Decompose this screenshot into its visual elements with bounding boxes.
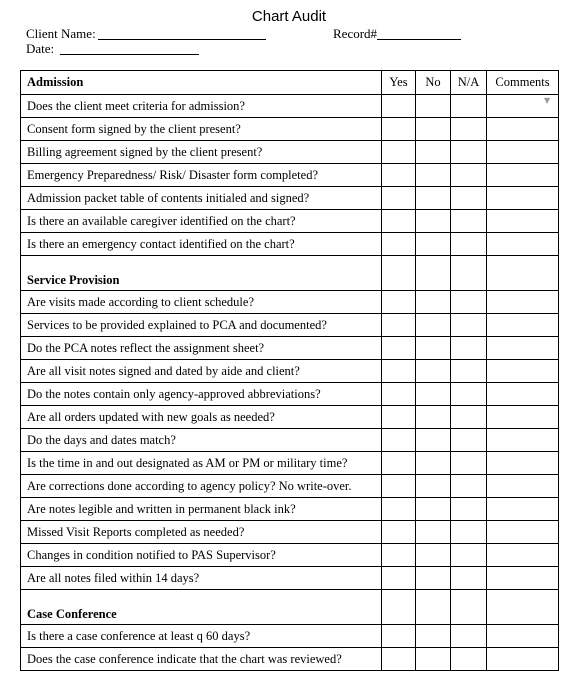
yes-cell[interactable] [382,452,416,475]
yes-cell[interactable] [382,475,416,498]
question-text: Are all visit notes signed and dated by aide and client? [21,360,382,383]
question-text: Is the time in and out designated as AM or PM or military time? [21,452,382,475]
question-row [21,141,559,164]
comments-cell[interactable] [487,337,559,360]
question-text: Is there an emergency contact identified on the chart? [21,233,382,256]
na-cell[interactable] [451,521,487,544]
no-cell[interactable] [416,429,451,452]
no-cell[interactable] [416,544,451,567]
question-row [21,337,559,360]
question-row [21,187,559,210]
section-spacer-row [21,590,559,605]
yes-cell[interactable] [382,233,416,256]
na-cell[interactable] [451,337,487,360]
yes-cell[interactable] [382,567,416,590]
answer-cell[interactable] [416,270,451,291]
no-cell[interactable] [416,291,451,314]
comments-cell[interactable] [487,291,559,314]
no-cell[interactable] [416,625,451,648]
yes-cell[interactable] [382,406,416,429]
question-text: Changes in condition notified to PAS Supervisor? [21,544,382,567]
column-header-comments: Comments [487,71,559,95]
no-cell[interactable] [416,210,451,233]
question-row [21,360,559,383]
question-row [21,475,559,498]
no-cell[interactable] [416,383,451,406]
column-header-no: No [416,71,451,95]
no-cell[interactable] [416,452,451,475]
no-cell[interactable] [416,567,451,590]
no-cell[interactable] [416,360,451,383]
comments-cell[interactable] [487,475,559,498]
comments-cell[interactable] [487,521,559,544]
answer-cell[interactable] [382,256,416,271]
question-text: Do the days and dates match? [21,429,382,452]
yes-cell[interactable] [382,210,416,233]
question-row [21,210,559,233]
comments-cell[interactable] [487,429,559,452]
yes-cell[interactable] [382,429,416,452]
question-text: Admission packet table of contents initialed and signed? [21,187,382,210]
question-row [21,406,559,429]
na-cell[interactable] [451,291,487,314]
na-cell[interactable] [451,383,487,406]
question-row [21,625,559,648]
yes-cell[interactable] [382,544,416,567]
comments-cell[interactable] [487,187,559,210]
comments-cell[interactable] [487,118,559,141]
question-text: Are all orders updated with new goals as needed? [21,406,382,429]
section-spacer-row [21,256,559,271]
section-heading: Case Conference [21,604,382,625]
section-heading-row [21,270,559,291]
question-text: Do the PCA notes reflect the assignment sheet? [21,337,382,360]
answer-cell[interactable] [451,270,487,291]
yes-cell[interactable] [382,360,416,383]
answer-cell[interactable] [451,590,487,605]
answer-cell[interactable] [382,270,416,291]
section-heading: Service Provision [21,270,382,291]
yes-cell[interactable] [382,187,416,210]
na-cell[interactable] [451,429,487,452]
comments-cell[interactable] [487,544,559,567]
comments-cell[interactable] [487,452,559,475]
na-cell[interactable] [451,187,487,210]
table-header-row [21,71,559,95]
no-cell[interactable] [416,648,451,671]
comments-cell[interactable] [487,210,559,233]
answer-cell[interactable] [487,604,559,625]
question-row [21,498,559,521]
answer-cell[interactable] [487,256,559,271]
question-row [21,118,559,141]
question-text: Billing agreement signed by the client present? [21,141,382,164]
no-cell[interactable] [416,233,451,256]
question-row [21,648,559,671]
yes-cell[interactable] [382,314,416,337]
no-cell[interactable] [416,475,451,498]
record-field[interactable] [377,39,461,40]
na-cell[interactable] [451,141,487,164]
answer-cell[interactable] [382,604,416,625]
na-cell[interactable] [451,475,487,498]
yes-cell[interactable] [382,95,416,118]
na-cell[interactable] [451,544,487,567]
question-text: Does the case conference indicate that the chart was reviewed? [21,648,382,671]
answer-cell[interactable] [382,590,416,605]
page-title: Chart Audit [251,8,327,25]
na-cell[interactable] [451,567,487,590]
yes-cell[interactable] [382,521,416,544]
audit-table [20,70,559,671]
na-cell[interactable] [451,406,487,429]
audit-table-body [21,71,559,671]
question-text: Is there a case conference at least q 60 days? [21,625,382,648]
na-cell[interactable] [451,118,487,141]
question-text: Is there an available caregiver identified on the chart? [21,210,382,233]
question-text: Consent form signed by the client present? [21,118,382,141]
na-cell[interactable] [451,95,487,118]
na-cell[interactable] [451,233,487,256]
comments-cell[interactable] [487,360,559,383]
comments-cell[interactable] [487,406,559,429]
section-heading: Admission [21,71,382,95]
question-row [21,164,559,187]
client-name-field[interactable] [98,39,266,40]
comments-cell[interactable] [487,498,559,521]
section-spacer-cell [21,256,382,271]
question-text: Do the notes contain only agency-approved abbreviations? [21,383,382,406]
na-cell[interactable] [451,648,487,671]
yes-cell[interactable] [382,164,416,187]
yes-cell[interactable] [382,141,416,164]
answer-cell[interactable] [416,604,451,625]
client-name-label: Client Name: [26,26,96,41]
no-cell[interactable] [416,521,451,544]
na-cell[interactable] [451,210,487,233]
record-label: Record# [333,26,378,41]
comments-cell[interactable] [487,141,559,164]
no-cell[interactable] [416,95,451,118]
yes-cell[interactable] [382,337,416,360]
no-cell[interactable] [416,118,451,141]
na-cell[interactable] [451,452,487,475]
section-heading-row [21,604,559,625]
yes-cell[interactable] [382,625,416,648]
answer-cell[interactable] [451,256,487,271]
date-label: Date: [26,41,55,56]
question-row [21,383,559,406]
na-cell[interactable] [451,164,487,187]
na-cell[interactable] [451,360,487,383]
question-row [21,291,559,314]
yes-cell[interactable] [382,383,416,406]
comments-cell[interactable] [487,233,559,256]
no-cell[interactable] [416,141,451,164]
question-text: Does the client meet criteria for admission? [21,95,382,118]
no-cell[interactable] [416,337,451,360]
question-text: Are all notes filed within 14 days? [21,567,382,590]
na-cell[interactable] [451,498,487,521]
yes-cell[interactable] [382,118,416,141]
question-row [21,314,559,337]
comments-cell[interactable] [487,567,559,590]
question-row [21,429,559,452]
question-text: Services to be provided explained to PCA and documented? [21,314,382,337]
question-text: Are corrections done according to agency policy? No write-over. [21,475,382,498]
no-cell[interactable] [416,314,451,337]
answer-cell[interactable] [416,256,451,271]
answer-cell[interactable] [487,270,559,291]
question-row [21,544,559,567]
comments-cell[interactable] [487,314,559,337]
question-row [21,521,559,544]
question-row [21,452,559,475]
yes-cell[interactable] [382,648,416,671]
na-cell[interactable] [451,314,487,337]
comments-cell[interactable] [487,625,559,648]
comments-cell[interactable] [487,648,559,671]
no-cell[interactable] [416,406,451,429]
na-cell[interactable] [451,625,487,648]
question-text: Missed Visit Reports completed as needed? [21,521,382,544]
no-cell[interactable] [416,498,451,521]
answer-cell[interactable] [451,604,487,625]
question-text: Are visits made according to client schedule? [21,291,382,314]
answer-cell[interactable] [416,590,451,605]
question-text: Emergency Preparedness/ Risk/ Disaster form completed? [21,164,382,187]
no-cell[interactable] [416,164,451,187]
no-cell[interactable] [416,187,451,210]
question-row [21,95,559,118]
yes-cell[interactable] [382,498,416,521]
date-field[interactable] [60,54,199,55]
comments-cell[interactable] [487,164,559,187]
resize-handle-icon: ▼ [544,96,551,105]
yes-cell[interactable] [382,291,416,314]
answer-cell[interactable] [487,590,559,605]
question-text: Are notes legible and written in permanent black ink? [21,498,382,521]
section-spacer-cell [21,590,382,605]
column-header-na: N/A [451,71,487,95]
question-row [21,567,559,590]
column-header-yes: Yes [382,71,416,95]
question-row [21,233,559,256]
comments-cell[interactable] [487,383,559,406]
